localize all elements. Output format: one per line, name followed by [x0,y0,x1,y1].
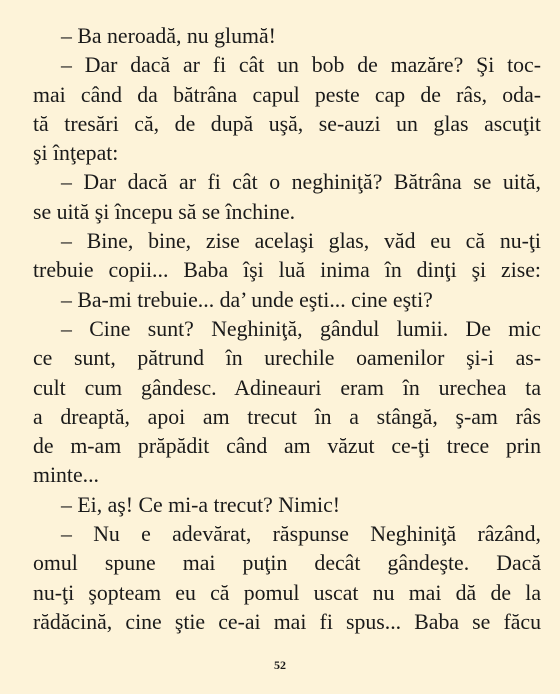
text-line: – Dar dacă ar fi cât un bob de mazăre? Şi toc- [61,53,541,78]
text-line: – Ba neroadă, nu glumă! [61,24,276,48]
page-number: 52 [274,658,286,672]
text-line: nu-ţi şopteam eu că pomul uscat nu mai dă de la [33,580,541,605]
text-line: minte... [33,463,99,488]
text-line: ce sunt, pătrund în urechile oamenilor şi-i as- [33,346,541,371]
text-line: mai când da bătrâna capul peste cap de râs, oda- [33,82,541,107]
text-line: de m-am prăpădit când am văzut ce-ţi trece prin [33,434,541,459]
text-line: – Nu e adevărat, răspunse Neghiniţă râzând, [61,522,541,547]
text-line: şi înţepat: [33,141,119,166]
text-line: rădăcină, cine ştie ce-ai mai fi spus... Baba se făcu [33,609,541,634]
text-line: omul spune mai puţin decât gândeşte. Dacă [33,551,541,576]
text-line: se uită şi începu să se închine. [33,199,296,224]
text-line: trebuie copii... Baba îşi luă inima în dinţi şi zise: [33,258,541,283]
text-line: cult cum gândesc. Adineauri eram în urechea ta [33,375,541,400]
text-line: – Cine sunt? Neghiniţă, gândul lumii. De mic [61,316,541,341]
text-line: – Bine, bine, zise acelaşi glas, văd eu că nu-ţi [61,229,541,254]
text-line: – Ba-mi trebuie... da’ unde eşti... cine eşti? [61,287,433,312]
text-line: a dreaptă, apoi am trecut în a stângă, ş-am râs [33,404,541,429]
text-line: – Dar dacă ar fi cât o neghiniţă? Bătrâna se uită, [61,170,541,195]
text-line: tă tresări că, de după uşă, se-auzi un glas ascuţit [33,111,541,136]
page-text [33,22,541,637]
text-line: – Ei, aş! Ce mi-a trecut? Nimic! [61,492,341,517]
